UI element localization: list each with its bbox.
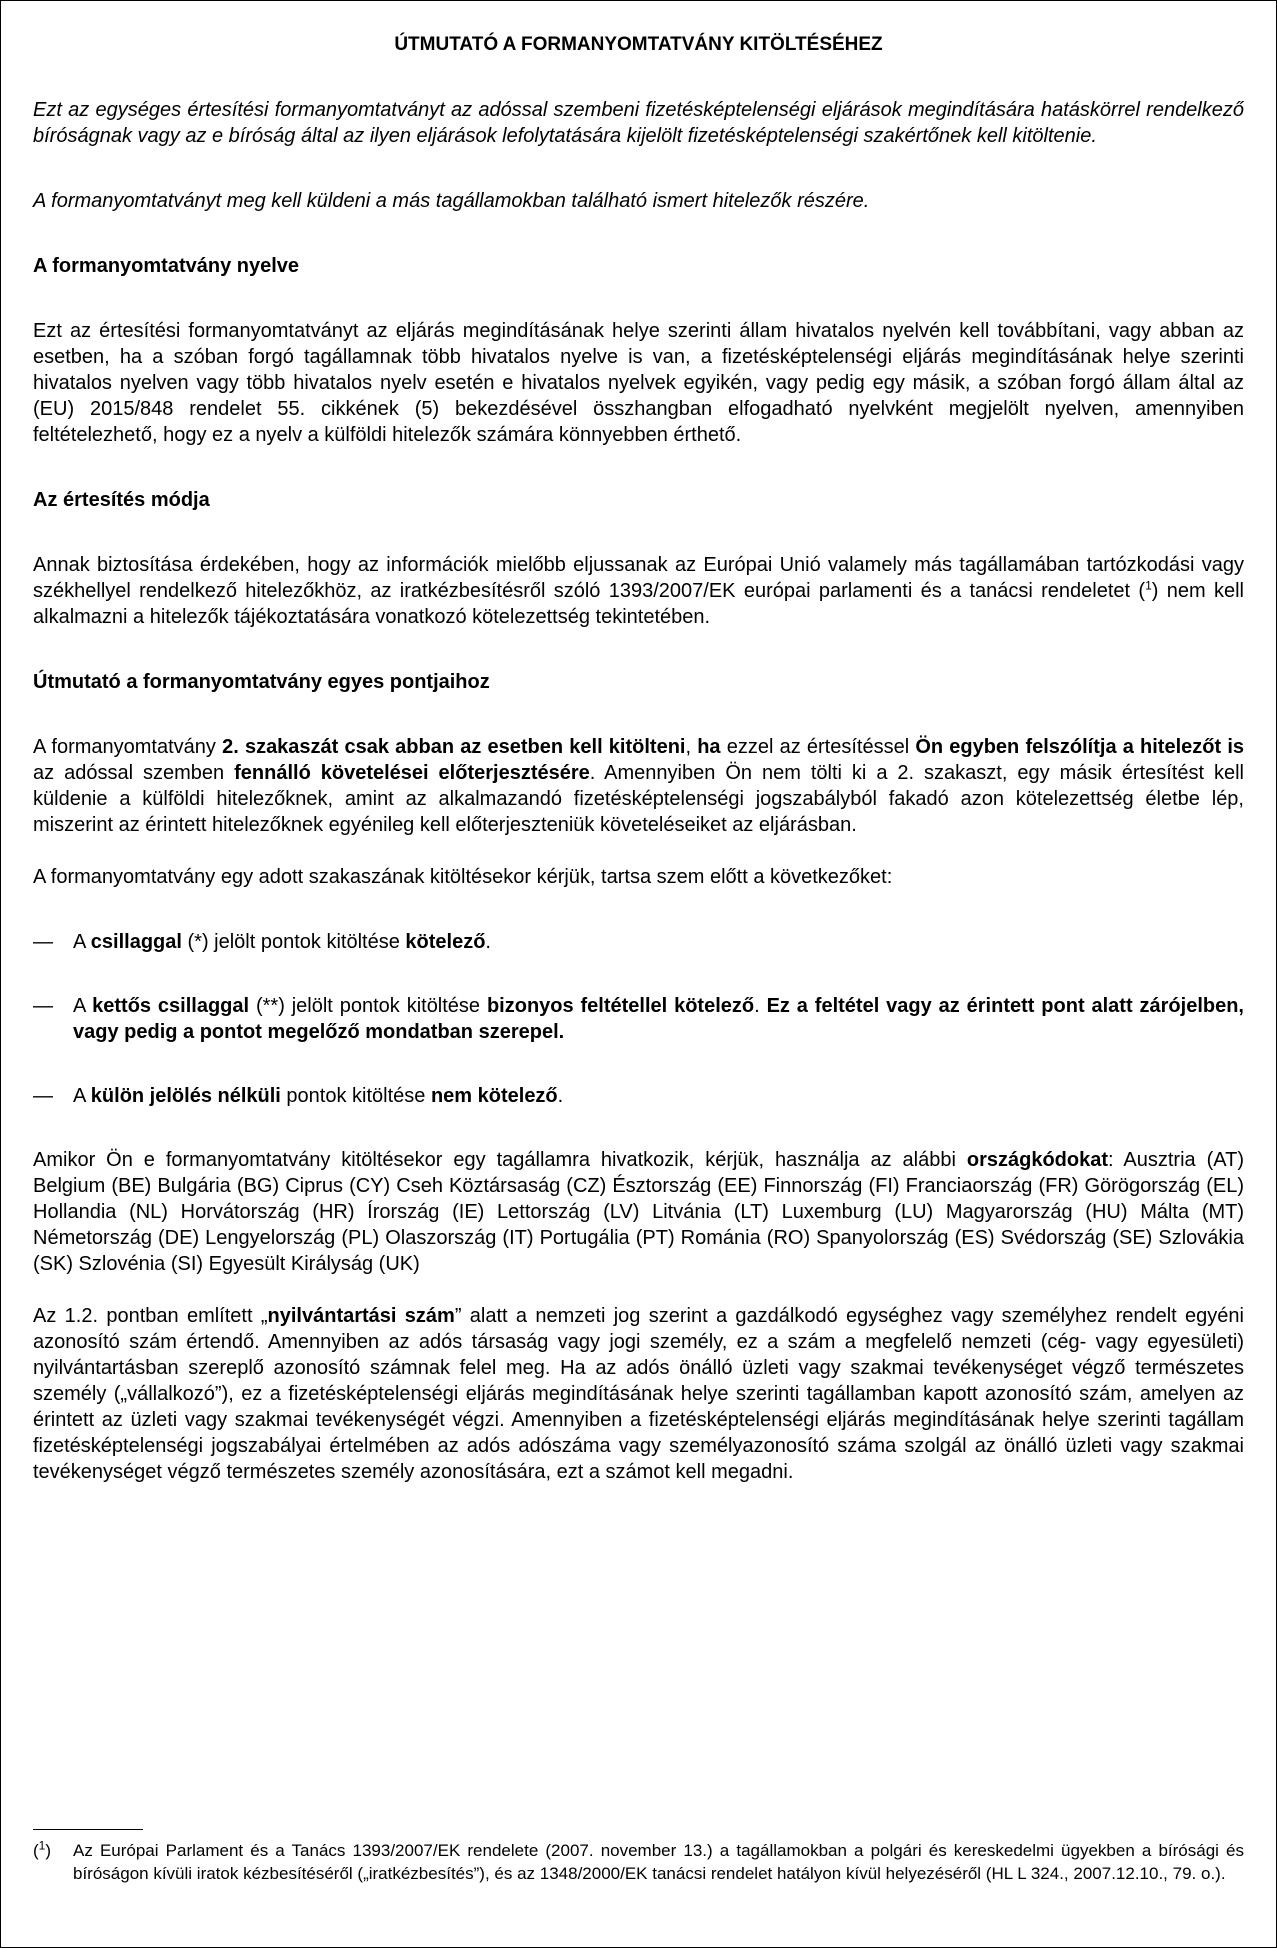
list-item-optional: — A külön jelölés nélküli pontok kitöltése nem kötelező.: [33, 1085, 564, 1107]
footnote-separator: [33, 1829, 143, 1830]
section2-paragraph: A formanyomtatvány 2. szakaszát csak abban az esetben kell kitölteni, ha ezzel az értesítéssel Ön egyben felszólítja a hitelezőt is az adóssal szemben fennálló követelései előterjesztésére. Amennyiben Ön nem tölti ki a 2. szakaszt, egy másik értesítést kell küldenie a külföldi hitelezőknek, amint az alkalmazandó fizetésképtelenségi jogszabályból fakadó azon kötelezettség életbe lép, miszerint az érintett hitelezőknek egyénileg kell előterjeszteniük követeléseiket az eljárásban.: [33, 736, 1244, 836]
notification-paragraph: Annak biztosítása érdekében, hogy az információk mielőbb eljussanak az Európai Unió valamely más tagállamában tartózkodási vagy székhellyel rendelkező hitelezőkhöz, az iratkézbesítésről szóló 1393/2007/EK európai parlamenti és a tanácsi rendeletet ($^1$) nem kell alkalmazni a hitelezők tájékoztatására vonatkozó kötelezettség tekintetében.: [33, 554, 1244, 628]
document-body: [33, 33, 1244, 1485]
section-heading-notification: Az értesítés módja: [33, 489, 210, 511]
footnote: [33, 1839, 1244, 1885]
footnote-text: Az Európai Parlament és a Tanács 1393/2007/EK rendelete (2007. november 13.) a tagállamokban a polgári és kereskedelmi ügyekben a bírósági és bíróságon kívüli iratok kézbesítéséről („iratkézbesítés”), és az 1348/2000/EK tanácsi rendelet hatályon kívül helyezéséről (HL L 324., 2007.12.10., 79. o.).: [73, 1841, 1244, 1883]
intro-paragraph-1: Ezt az egységes értesítési formanyomtatványt az adóssal szembeni fizetésképtelenségi eljárások megindítására hatáskörrel rendelkező bíróságnak vagy az e bíróság által az ilyen eljárások lefolytatására kijelölt fizetésképtelenségi szakértőnek kell kitöltenie.: [33, 99, 1244, 147]
dash-bullet: —: [33, 995, 53, 1017]
page-title: ÚTMUTATÓ A FORMANYOMTATVÁNY KITÖLTÉSÉHEZ: [394, 34, 883, 55]
footnote-marker: ($^1$): [33, 1838, 52, 1860]
instructions-intro: A formanyomtatvány egy adott szakaszának kitöltésekor kérjük, tartsa szem előtt a következőket:: [33, 866, 893, 888]
intro-paragraph-2: A formanyomtatványt meg kell küldeni a más tagállamokban található ismert hitelezők részére.: [33, 190, 870, 212]
language-paragraph: Ezt az értesítési formanyomtatványt az eljárás megindításának helye szerinti állam hivatalos nyelvén kell továbbítani, vagy abban az esetben, ha a szóban forgó tagállamnak több hivatalos nyelve is van, a fizetésképtelenségi eljárás megindításának helye szerinti hivatalos nyelven vagy több hivatalos nyelv esetén e hivatalos nyelvek egyikén, vagy pedig egy másik, a szóban forgó állam által az (EU) 2015/848 rendelet 55. cikkének (5) bekezdésével összhangban elfogadható nyelvként megjelölt nyelven, amennyiben feltételezhető, hogy ez a nyelv a külföldi hitelezők számára könnyebben érthető.: [33, 320, 1244, 446]
footnote-reference: 1: [1145, 578, 1152, 593]
registration-number-paragraph: Az 1.2. pontban említett „nyilvántartási szám” alatt a nemzeti jog szerint a gazdálkodó egységhez vagy személyhez rendelt egyéni azonosító szám értendő. Amennyiben az adós társaság vagy jogi személy, ez a szám a megfelelő nemzeti (cég- vagy egyesületi) nyilvántartásban szereplő azonosító számnak felel meg. Ha az adós önálló üzleti vagy szakmai tevékenységet végző természetes személy („vállalkozó”), ez a fizetésképtelenségi eljárás megindításának helye szerinti tagállamban kapott azonosító szám, amelyen az érintett az üzleti vagy szakmai tevékenységét végzi. Amennyiben a fizetésképtelenségi eljárás megindításának helye szerinti tagállam fizetésképtelenségi jogszabályai értelmében az adós adószáma vagy személyazonosító száma szolgál az önálló üzleti vagy szakmai tevékenységet végző természetes személy azonosítására, ezt a számot kell megadni.: [33, 1305, 1244, 1483]
section-heading-guidance: Útmutató a formanyomtatvány egyes pontjaihoz: [33, 671, 490, 693]
dash-bullet: —: [33, 931, 53, 953]
list-item-conditional: — A kettős csillaggal (**) jelölt pontok kitöltése bizonyos feltétellel kötelező. Ez a feltétel vagy az érintett pont alatt zárójelben, vagy pedig a pontot megelőző mondatban szerepel.: [33, 995, 1244, 1043]
list-item-mandatory: — A csillaggal (*) jelölt pontok kitöltése kötelező.: [33, 931, 491, 953]
country-codes-paragraph: Amikor Ön e formanyomtatvány kitöltésekor egy tagállamra hivatkozik, kérjük, használja az alábbi országkódokat: Ausztria (AT) Belgium (BE) Bulgária (BG) Ciprus (CY) Cseh Köztársaság (CZ) Észtország (EE) Finnország (FI) Franciaország (FR) Görögország (EL) Hollandia (NL) Horvátország (HR) Írország (IE) Lettország (LV) Litvánia (LT) Luxemburg (LU) Magyarország (HU) Málta (MT) Németország (DE) Lengyelország (PL) Olaszország (IT) Portugália (PT) Románia (RO) Spanyolország (ES) Svédország (SE) Szlovákia (SK) Szlovénia (SI) Egyesült Királyság (UK): [33, 1149, 1244, 1275]
section-heading-language: A formanyomtatvány nyelve: [33, 255, 300, 277]
dash-bullet: —: [33, 1085, 53, 1107]
